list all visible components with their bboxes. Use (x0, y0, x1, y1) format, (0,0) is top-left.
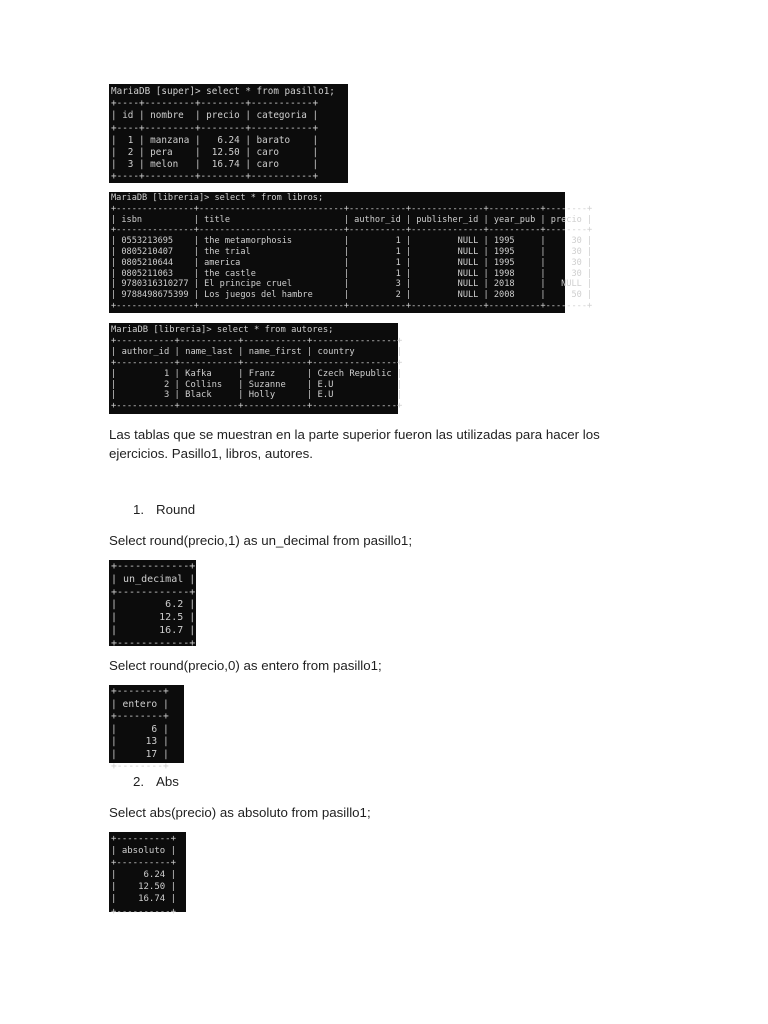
query-abs: Select abs(precio) as absoluto from pasillo1; (109, 805, 371, 820)
terminal-entero-result: +--------+ | entero | +--------+ | 6 | | 13 | | 17 | +--------+ (109, 685, 184, 763)
list-item-round (133, 502, 195, 517)
list-number: 1. (133, 502, 145, 517)
intro-paragraph: Las tablas que se muestran en la parte superior fueron las utilizadas para hacer los ejercicios. Pasillo1, libros, autores. (109, 427, 600, 461)
terminal-pasillo1-table: MariaDB [super]> select * from pasillo1; +----+---------+--------+-----------+ | id | nombre | precio | categoria | +----+---------+--------+-----------+ | 1 | manzana | 6.24 | barato | | 2 | pera | 12.50 | caro | | 3 | melon | 16.74 | caro | +----+---------+--------+-----------+ (109, 84, 348, 183)
terminal-autores-table: MariaDB [libreria]> select * from autores; +-----------+-----------+------------+----------------+ | author_id | name_last | name_first | country | +-----------+-----------+------------+----------------+ | 1 | Kafka | Franz | Czech Republic | | 2 | Collins | Suzanne | E.U | | 3 | Black | Holly | E.U | +-----------+-----------+------------+----------------+ (109, 323, 398, 414)
query-round-0: Select round(precio,0) as entero from pasillo1; (109, 658, 382, 673)
list-number: 2. (133, 774, 145, 789)
terminal-un-decimal-result: +------------+ | un_decimal | +------------+ | 6.2 | | 12.5 | | 16.7 | +------------+ (111, 561, 196, 649)
terminal-libros-table: MariaDB [libreria]> select * from libros; +---------------+----------------------------+-----------+--------------+----------+--------+ | isbn | title | author_id | publisher_id | year_pub | precio | +---------------+----------------------------+-----------+--------------+----------+--------+ | 0553213695 | the metamorphosis | 1 | NULL | 1995 | 30 | | 0805210407 | the trial | 1 | NULL | 1995 | 30 | | 0805210644 | america | 1 | NULL | 1995 | 30 | | 0805211063 | the castle | 1 | NULL | 1998 | 30 | | 9780316310277 | El principe cruel | 3 | NULL | 2018 | NULL | | 9788498675399 | Los juegos del hambre | 2 | NULL | 2008 | 50 | +---------------+----------------------------+-----------+--------------+----------+--------+ (109, 192, 565, 313)
list-label: Round (156, 502, 196, 517)
list-item-abs (133, 774, 179, 789)
query-round-1: Select round(precio,1) as un_decimal from pasillo1; (109, 533, 413, 548)
list-label: Abs (156, 774, 179, 789)
terminal-absoluto-result: +----------+ | absoluto | +----------+ | 6.24 | | 12.50 | | 16.74 | +----------+ (109, 832, 186, 912)
